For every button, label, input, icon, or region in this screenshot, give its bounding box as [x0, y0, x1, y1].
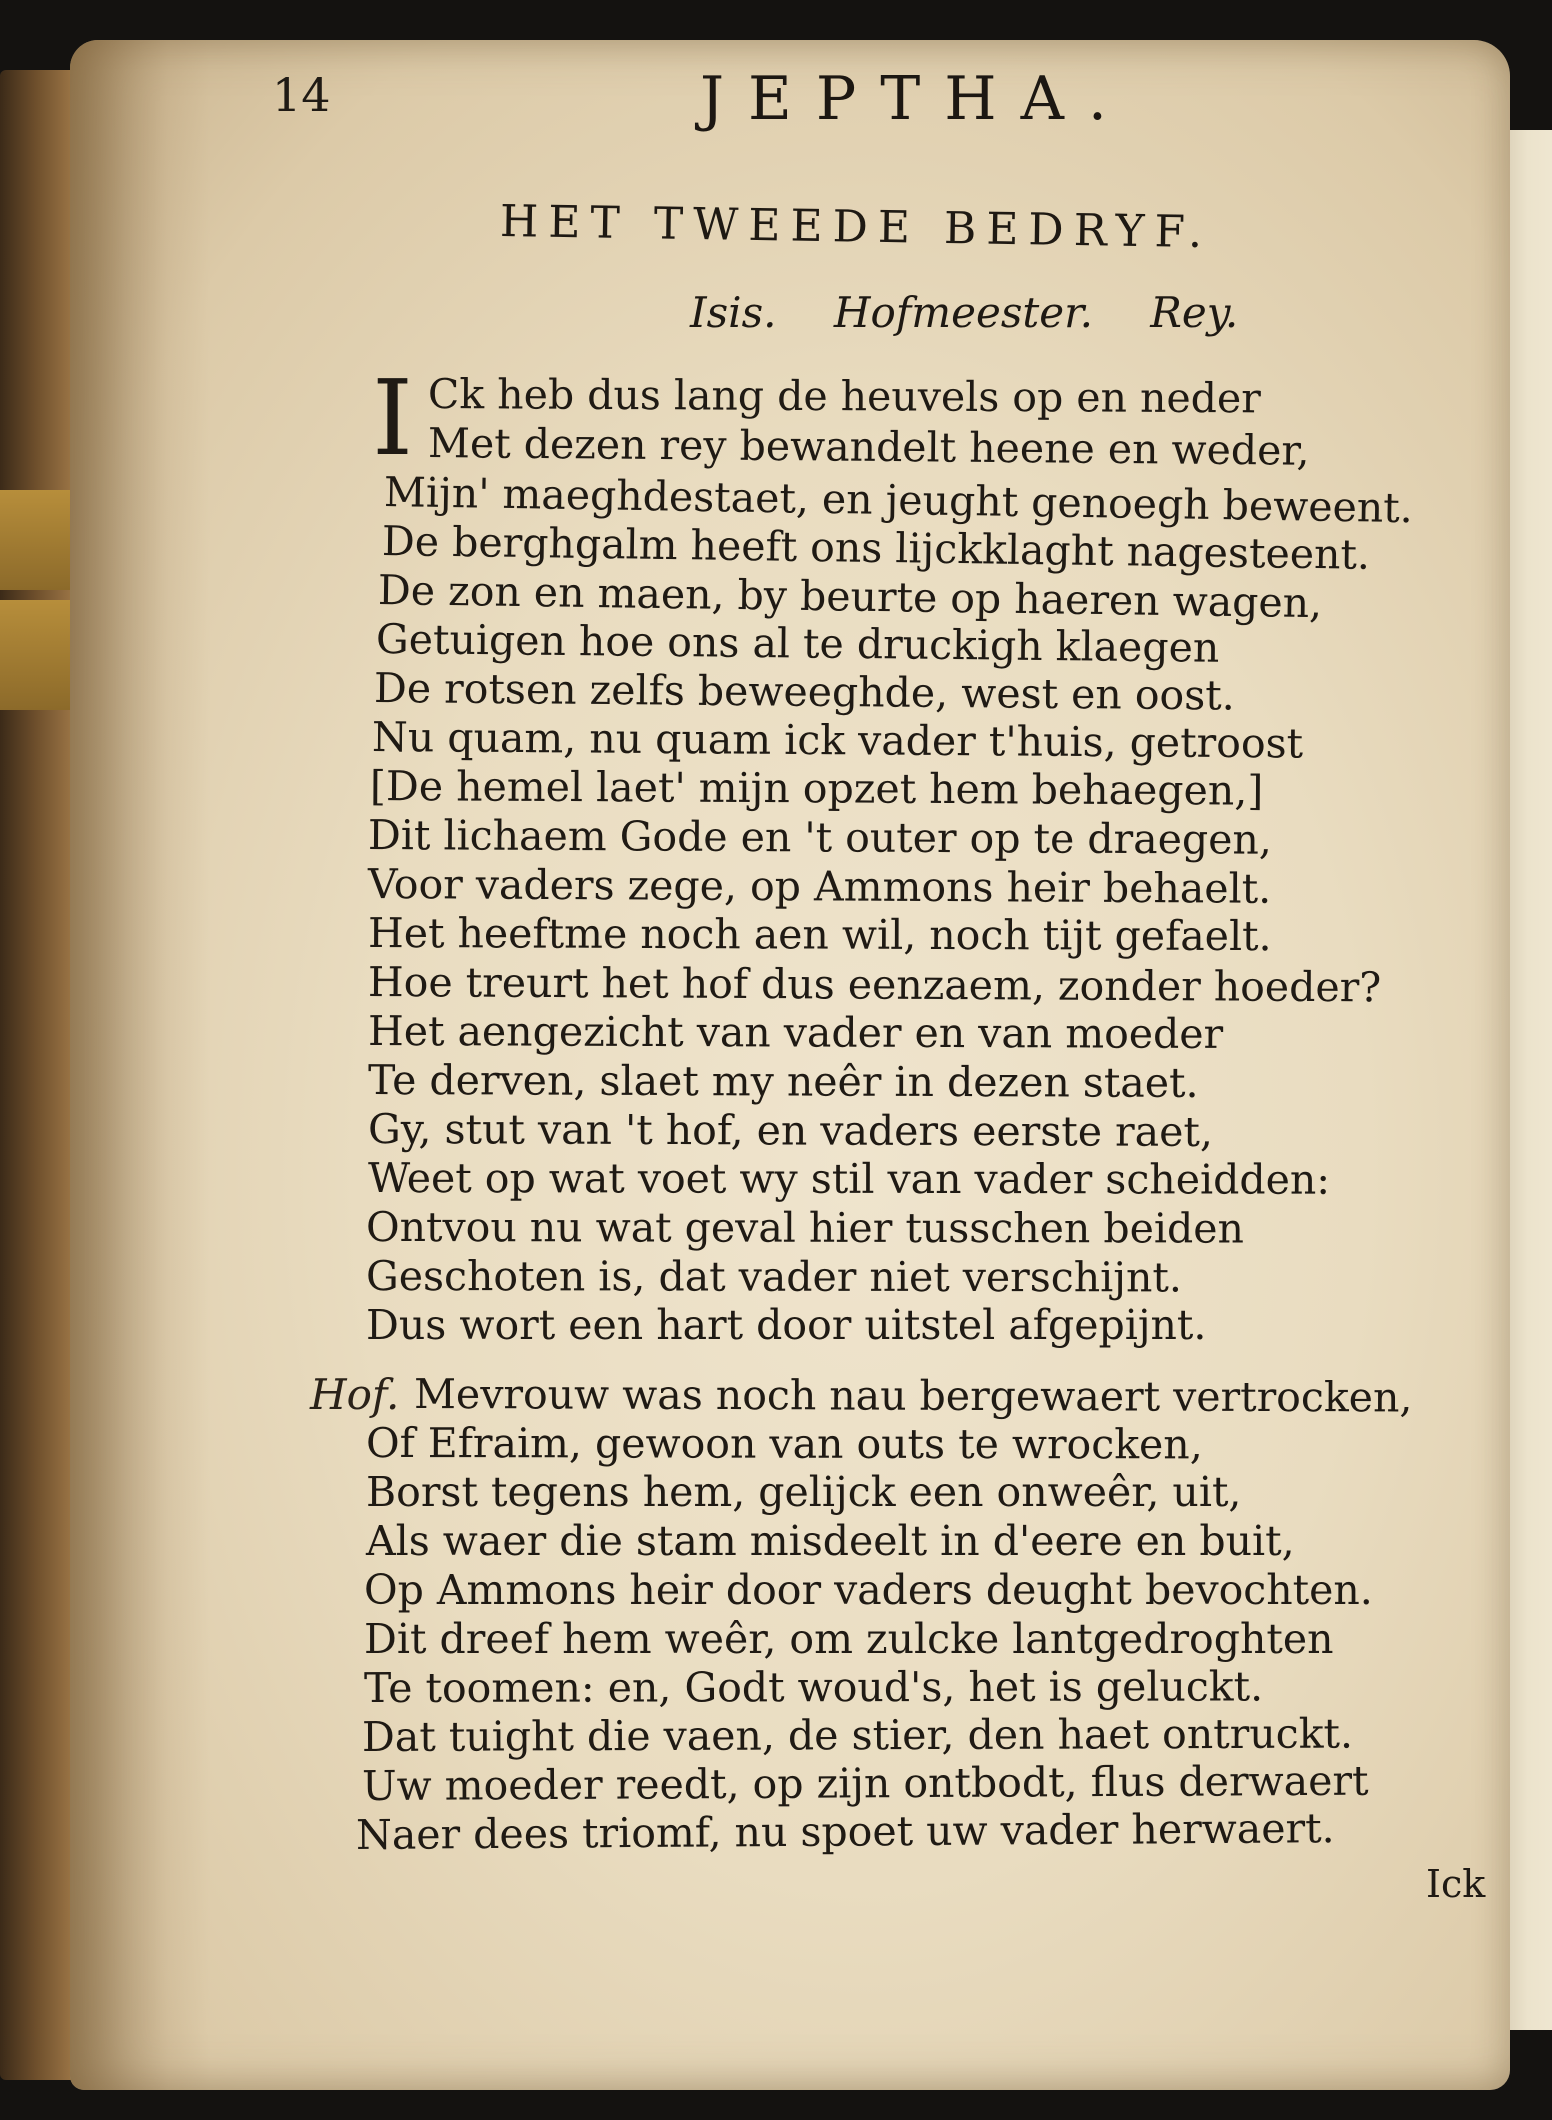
verse-line: Met dezen rey bewandelt heene en weder, — [427, 419, 1310, 475]
verse-line: Dat tuight die vaen, de stier, den haet ontruckt. — [361, 1709, 1354, 1761]
verse-line: Gy, stut van 't hof, en vaders eerste raet, — [367, 1105, 1213, 1156]
page-number: 14 — [272, 68, 331, 122]
verse-line: Dus wort een hart door uitstel afgepijnt. — [366, 1301, 1207, 1349]
verse-line: Als waer die stam misdeelt in d'eere en buit, — [366, 1517, 1295, 1565]
verse-line: Het aengezicht van vader en van moeder — [367, 1007, 1224, 1058]
verse-line: Op Ammons heir door vaders deught bevochten. — [364, 1566, 1373, 1614]
verse-line: De berghgalm heeft ons lijckklaght nagesteent. — [381, 517, 1371, 579]
verse-line: Ck heb dus lang de heuvels op en neder — [427, 370, 1261, 423]
verse-line: Voor vaders zege, op Ammons heir behaelt. — [367, 860, 1272, 913]
verse-line: Ontvou nu wat geval hier tusschen beiden — [365, 1203, 1244, 1253]
verse-line: Nu quam, nu quam ick vader t'huis, getroost — [371, 713, 1304, 768]
verse-line: [De hemel laet' mijn opzet hem behaegen,] — [369, 762, 1264, 815]
verse-line: Of Efraim, gewoon van outs te wrocken, — [365, 1419, 1203, 1469]
verse-line: Weet op wat voet wy stil van vader scheidden: — [367, 1154, 1331, 1204]
verse-line: Borst tegens hem, gelijck een onweêr, uit, — [366, 1468, 1242, 1516]
verse-line: Dit lichaem Gode en 't outer op te draegen, — [367, 811, 1272, 864]
verse-line: De rotsen zelfs beweeghde, west en oost. — [373, 664, 1235, 720]
verse-line: Te toomen: en, Godt woud's, het is geluckt. — [363, 1662, 1264, 1712]
verse-line: Mijn' maeghdestaet, en jeught genoegh beweent. — [383, 468, 1414, 533]
verse-line: Het heeftme noch aen wil, noch tijt gefaelt. — [367, 909, 1272, 961]
character-list: Isis. Hofmeester. Rey. — [690, 288, 1239, 337]
verse-line: Hoe treurt het hof dus eenzaem, zonder hoeder? — [367, 958, 1382, 1012]
verse-line: Mevrouw was noch nau bergewaert vertrocken, — [413, 1370, 1413, 1422]
speaker-label: Hof. — [310, 1370, 400, 1419]
verse-line: Getuigen hoe ons al te druckigh klaegen — [375, 615, 1220, 672]
running-title: JEPTHA. — [700, 64, 1131, 134]
verse-line: Uw moeder reedt, op zijn ontbodt, flus derwaert — [361, 1756, 1369, 1810]
drop-cap: I — [372, 357, 414, 479]
verse-line: Te derven, slaet my neêr in dezen staet. — [367, 1056, 1199, 1107]
verse-line: De zon en maen, by beurte op haeren wagen, — [377, 566, 1323, 628]
gutter-shadow — [70, 40, 210, 2090]
verse-line: Dit dreef hem weêr, om zulcke lantgedroghten — [364, 1615, 1334, 1663]
verse-line: Geschoten is, dat vader niet verschijnt. — [365, 1252, 1182, 1302]
catchword: Ick — [1426, 1862, 1486, 1906]
verse-line: Naer dees triomf, nu spoet uw vader herwaert. — [355, 1804, 1335, 1859]
act-heading: HET TWEEDE BEDRYF. — [499, 196, 1213, 259]
